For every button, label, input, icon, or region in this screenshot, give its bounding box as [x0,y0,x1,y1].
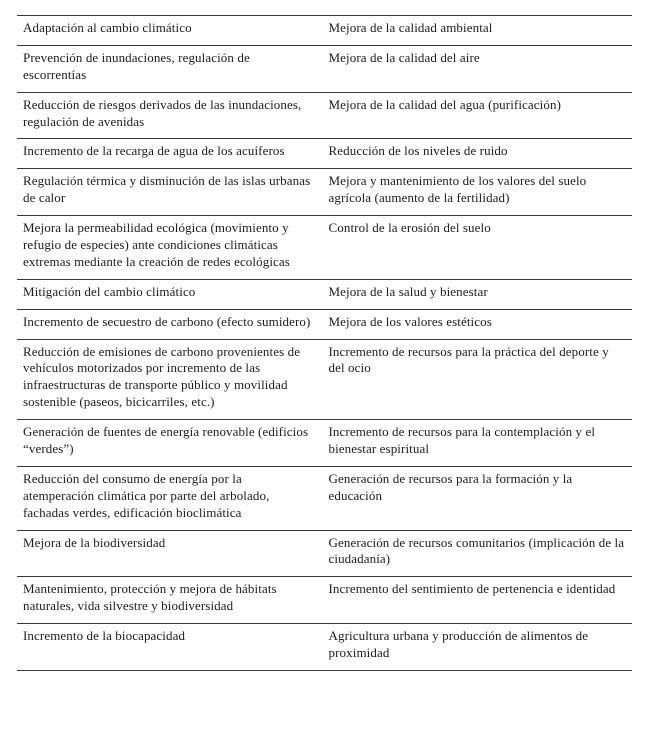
table-row [17,466,632,530]
table-row [17,16,632,46]
table-row [17,624,632,671]
table-cell-right: Mejora de la calidad del aire [328,49,480,65]
table-cell-left: Mantenimiento, protección y mejora de hábitats naturales, vida silvestre y biodiversidad [23,581,277,614]
table-cell-right: Mejora de la salud y bienestar [328,283,488,299]
table-cell-left: Reducción de emisiones de carbono provenientes de vehículos motorizados por incremento de las infraestructuras de transporte público y movilidad sostenible (paseos, bicicarriles, etc.) [23,343,301,410]
table-row [17,92,632,139]
table-cell-left: Incremento de la biocapacidad [23,628,186,644]
table-body [17,16,632,671]
table-cell-left: Regulación térmica y disminución de las islas urbanas de calor [23,173,311,206]
table-row [17,279,632,309]
table-cell-right: Mejora de la calidad del agua (purificación) [328,96,562,112]
table-cell-left: Mejora de la biodiversidad [23,534,166,550]
table-cell-right: Incremento de recursos para la práctica del deporte y del ocio [328,343,609,376]
table-cell-left: Reducción de riesgos derivados de las inundaciones, regulación de avenidas [23,96,302,129]
table-cell-right: Generación de recursos para la formación y la educación [328,470,573,503]
table-cell-left: Incremento de la recarga de agua de los acuíferos [23,143,285,159]
table-cell-left: Adaptación al cambio climático [23,20,192,35]
table-row [17,309,632,339]
table-cell-right: Agricultura urbana y producción de alimentos de proximidad [328,628,589,661]
table-cell-right: Mejora de los valores estéticos [328,313,492,329]
table-cell-right: Mejora de la calidad ambiental [328,20,493,35]
table-row [17,577,632,624]
table-cell-left: Mitigación del cambio climático [23,283,196,299]
table-cell-left: Reducción del consumo de energía por la atemperación climática por parte del arbolado, fachadas verdes, edificación bioclimática [23,470,270,520]
table-cell-right: Reducción de los niveles de ruido [328,143,508,159]
table-row [17,216,632,280]
table-row [17,169,632,216]
table-row [17,420,632,467]
table-row [17,45,632,92]
table-cell-right: Generación de recursos comunitarios (implicación de la ciudadanía) [328,534,625,567]
table-row [17,139,632,169]
table-row [17,339,632,420]
table-row [17,530,632,577]
table-cell-right: Incremento del sentimiento de pertenencia e identidad [328,581,616,597]
ecosystem-services-table [17,15,632,671]
table-cell-left: Prevención de inundaciones, regulación de escorrentías [23,49,250,82]
table-cell-left: Generación de fuentes de energía renovable (edificios “verdes”) [23,424,309,457]
table-cell-right: Incremento de recursos para la contemplación y el bienestar espiritual [328,424,596,457]
table-cell-left: Incremento de secuestro de carbono (efecto sumidero) [23,313,311,329]
table-cell-right: Control de la erosión del suelo [328,220,491,236]
table-cell-left: Mejora la permeabilidad ecológica (movimiento y refugio de especies) ante condiciones climáticas extremas mediante la creación de redes ecológicas [23,220,290,269]
table-cell-right: Mejora y mantenimiento de los valores del suelo agrícola (aumento de la fertilidad) [328,173,587,206]
